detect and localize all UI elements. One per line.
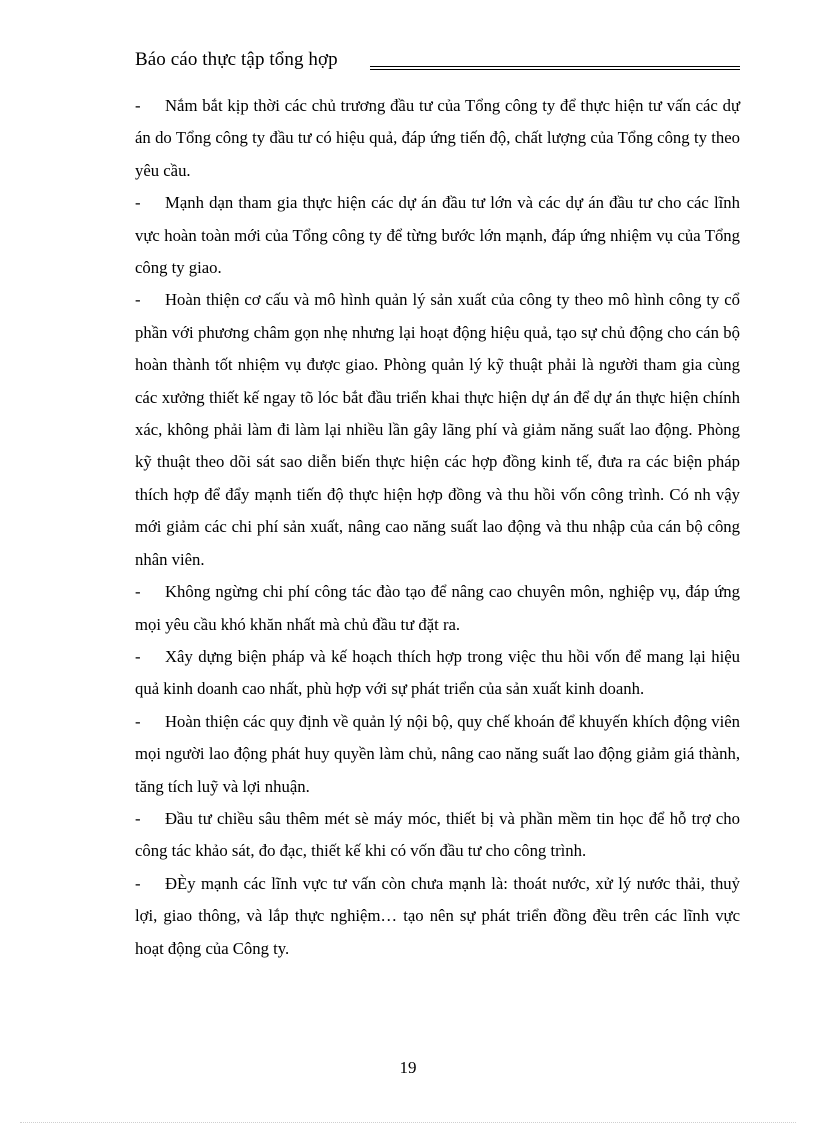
paragraph-text: Hoàn thiện cơ cấu và mô hình quản lý sản xuất của công ty theo mô hình công ty cổ phần với phương châm gọn nhẹ nhưng lại hoạt động hiệu quả, tạo sự chủ động cho cán bộ hoàn thành tốt nhiệm vụ được giao. Phòng quản lý kỹ thuật phải là người tham gia cùng các xưởng thiết kế ngay tõ lóc bắt đầu triển khai thực hiện dự án để dự án thực hiện chính xác, không phải làm đi làm lại nhiều lần gây lãng phí và giảm năng suất lao động. Phòng kỹ thuật theo dõi sát sao diễn biến thực hiện các hợp đồng kinh tế, đưa ra các biện pháp thích hợp để đẩy mạnh tiến độ thực hiện hợp đồng và thu hồi vốn công trình. Có nh vậy mới giảm các chi phí sản xuất, nâng cao năng suất lao động và thu nhập của cán bộ công nhân viên. [135, 290, 740, 569]
paragraph [135, 706, 740, 803]
paragraph-text: Nắm bắt kịp thời các chủ trương đầu tư của Tổng công ty để thực hiện tư vấn các dự án do Tổng công ty đầu tư có hiệu quả, đáp ứng tiến độ, chất lượng của Tổng công ty theo yêu cầu. [135, 96, 740, 180]
paragraph-text: Đầu tư chiều sâu thêm mét sè máy móc, thiết bị và phần mềm tin học để hỗ trợ cho công tác khảo sát, đo đạc, thiết kế khi có vốn đầu tư cho công trình. [135, 808, 740, 861]
bullet-dash: - [135, 582, 141, 602]
paragraph [135, 868, 740, 965]
bullet-dash: - [135, 711, 141, 731]
bullet-dash: - [135, 193, 141, 213]
bullet-dash: - [135, 646, 141, 666]
paragraph [135, 284, 740, 576]
header-rule [370, 66, 740, 70]
paragraph-text: Hoàn thiện các quy định về quản lý nội bộ, quy chế khoán để khuyến khích động viên mọi người lao động phát huy quyền làm chủ, nâng cao năng suất lao động giảm giá thành, tăng tích luỹ và lợi nhuận. [135, 711, 740, 796]
paragraph-text: Mạnh dạn tham gia thực hiện các dự án đầu tư lớn và các dự án đầu tư cho các lĩnh vực hoàn toàn mới của Tổng công ty để từng bước lớn mạnh, đáp ứng nhiệm vụ của Tổng công ty giao. [135, 193, 740, 278]
document-body [135, 90, 740, 965]
paragraph [135, 641, 740, 706]
page-header [135, 48, 740, 72]
paragraph [135, 803, 740, 868]
paragraph-text: Không ngừng chi phí công tác đào tạo để nâng cao chuyên môn, nghiệp vụ, đáp ứng mọi yêu cầu khó khăn nhất mà chủ đầu tư đặt ra. [135, 582, 740, 634]
paragraph [135, 576, 740, 641]
report-title: Báo cáo thực tập tổng hợp [135, 49, 338, 70]
bullet-dash: - [135, 873, 141, 893]
paragraph [135, 187, 740, 284]
paragraph-text: Xây dựng biện pháp và kế hoạch thích hợp trong việc thu hồi vốn để mang lại hiệu quả kinh doanh cao nhất, phù hợp với sự phát triển của sản xuất kinh doanh. [135, 646, 740, 699]
paragraph [135, 90, 740, 187]
bullet-dash: - [135, 808, 141, 828]
bullet-dash: - [135, 96, 141, 115]
bullet-dash: - [135, 290, 141, 310]
page-number: 19 [399, 1058, 417, 1077]
paragraph-text: ĐÈy mạnh các lĩnh vực tư vấn còn chưa mạnh là: thoát nước, xử lý nước thải, thuỷ lợi, giao thông, và lắp thực nghiệm… tạo nên sự phát triển đồng đều trên các lĩnh vực hoạt động của Công ty. [135, 873, 740, 958]
